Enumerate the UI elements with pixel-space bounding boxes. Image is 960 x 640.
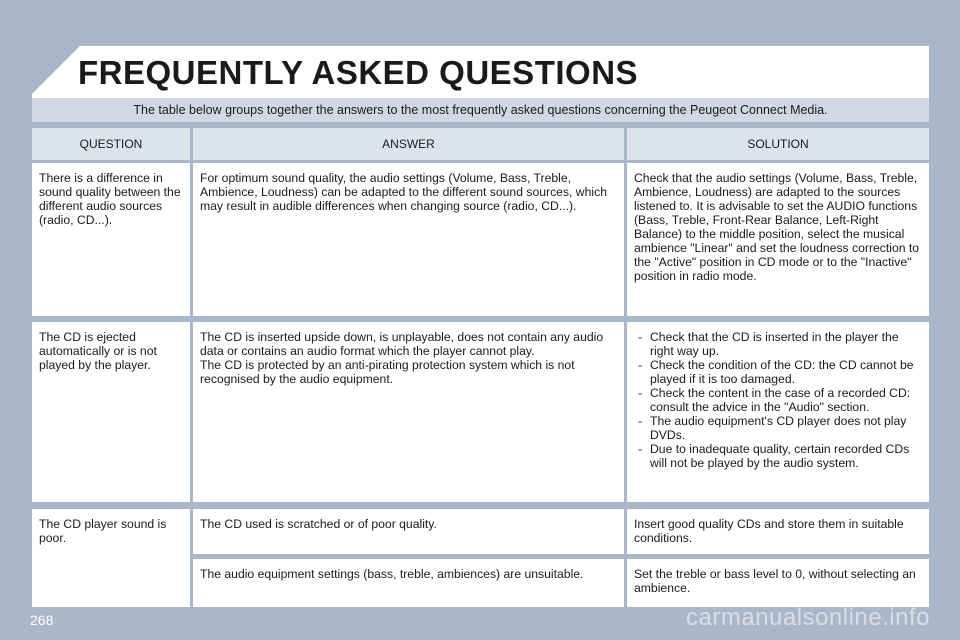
row1-answer: For optimum sound quality, the audio settings (Volume, Bass, Treble, Ambience, Loudness) can be adapted to the different sound sources, which may result in audible differences when changing source (radio, CD...). <box>193 163 624 316</box>
list-item: - Check the content in the case of a recorded CD: consult the advice in the "Audio" section. <box>634 386 922 414</box>
row1-solution: Check that the audio settings (Volume, Bass, Treble, Ambience, Loudness) are adapted to the sources listened to. It is advisable to set the AUDIO functions (Bass, Treble, Front-Rear Balance, Left-Right Balance) to the middle position, select the musical ambience "Linear" and set the loudness correction to the "Active" position in CD mode or to the "Inactive" position in radio mode. <box>627 163 929 316</box>
row3-solution-a: Insert good quality CDs and store them in suitable conditions. <box>627 509 929 554</box>
column-header-answer: ANSWER <box>193 128 624 160</box>
list-item: - Due to inadequate quality, certain recorded CDs will not be played by the audio system. <box>634 442 922 470</box>
watermark: carmanualsonline.info <box>686 604 930 631</box>
row2-answer-line-2: The CD is protected by an anti-pirating protection system which is not recognised by the audio equipment. <box>200 358 575 386</box>
list-item: - Check that the CD is inserted in the player the right way up. <box>634 330 922 358</box>
column-header-question: QUESTION <box>32 128 190 160</box>
row2-answer <box>193 322 624 502</box>
page-number: 268 <box>30 612 54 628</box>
row2-question: The CD is ejected automatically or is not played by the player. <box>32 322 190 502</box>
list-item: - Check the condition of the CD: the CD cannot be played if it is too damaged. <box>634 358 922 386</box>
row3-question: The CD player sound is poor. <box>32 509 190 607</box>
page-title: FREQUENTLY ASKED QUESTIONS <box>78 54 639 91</box>
row3-answer-b: The audio equipment settings (bass, treble, ambiences) are unsuitable. <box>193 559 624 607</box>
column-header-solution: SOLUTION <box>627 128 929 160</box>
page-subtitle: The table below groups together the answers to the most frequently asked questions concerning the Peugeot Connect Media. <box>133 103 828 117</box>
row3-answer-a: The CD used is scratched or of poor quality. <box>193 509 624 554</box>
row2-solution-list <box>634 330 922 470</box>
row3-solution-b: Set the treble or bass level to 0, without selecting an ambience. <box>627 559 929 607</box>
row2-solution <box>627 322 929 502</box>
row2-answer-line-1: The CD is inserted upside down, is unplayable, does not contain any audio data or contains an audio format which the player cannot play. <box>200 330 604 358</box>
row1-question: There is a difference in sound quality between the different audio sources (radio, CD...). <box>32 163 190 316</box>
list-item: - The audio equipment's CD player does not play DVDs. <box>634 414 922 442</box>
